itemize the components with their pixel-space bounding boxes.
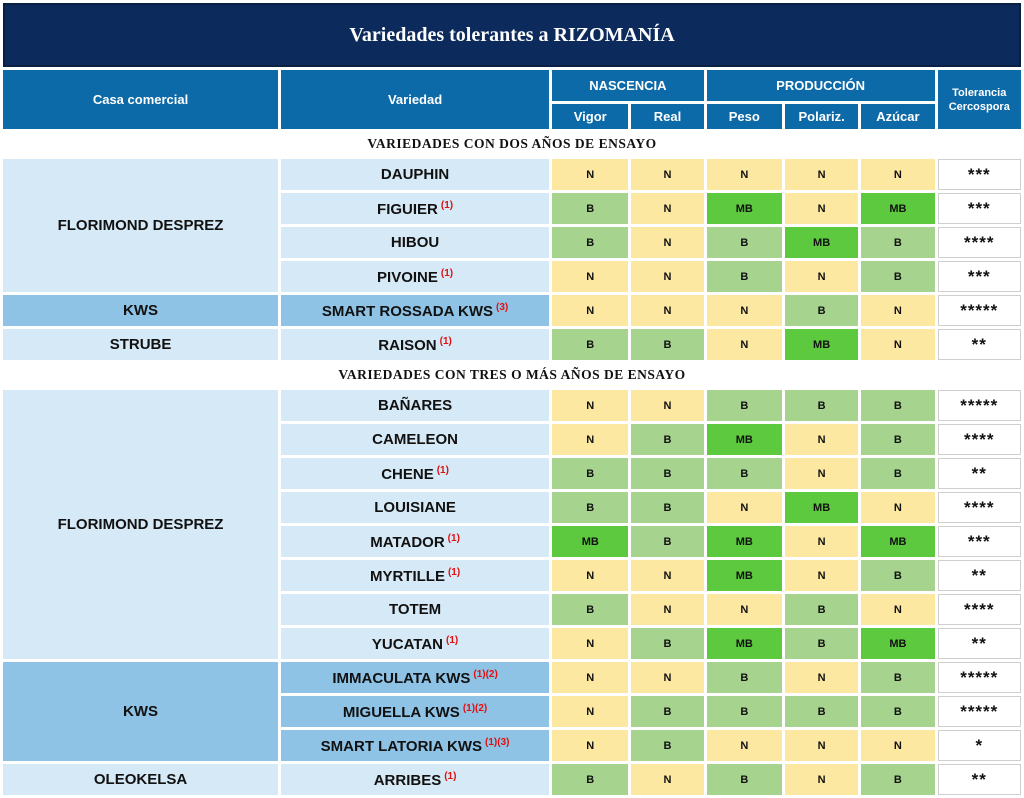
footnote-marker: (1) [440,267,454,279]
peso-rating-cell: B [707,458,782,489]
polariz-rating-cell: MB [785,492,858,523]
polariz-rating-cell: N [785,261,858,292]
company-cell: KWS [3,662,278,761]
vigor-rating-cell: B [552,329,628,360]
azucar-rating-cell: B [861,662,934,693]
vigor-rating-cell: B [552,458,628,489]
real-rating-cell: B [631,730,703,761]
table-title: Variedades tolerantes a RIZOMANÍA [3,3,1021,67]
peso-rating-cell: N [707,492,782,523]
vigor-rating-cell: N [552,662,628,693]
header-azucar: Azúcar [861,104,934,129]
azucar-rating-cell: N [861,295,934,326]
company-cell: KWS [3,295,278,326]
footnote-marker: (1) [447,532,460,544]
variety-cell [281,662,549,693]
azucar-rating-cell: B [861,424,934,455]
peso-rating-cell: MB [707,526,782,557]
variety-cell [281,390,549,421]
peso-rating-cell: N [707,159,782,190]
real-rating-cell: N [631,295,703,326]
peso-rating-cell: N [707,295,782,326]
cercospora-tolerance-cell: **** [938,492,1021,523]
vigor-rating-cell: B [552,492,628,523]
table-row [3,662,1021,693]
azucar-rating-cell: B [861,458,934,489]
real-rating-cell: B [631,424,703,455]
variety-cell [281,261,549,292]
cercospora-tolerance-cell: ** [938,628,1021,659]
footnote-marker: (1) [439,335,452,347]
section-title: VARIEDADES CON DOS AÑOS DE ENSAYO [3,132,1021,156]
azucar-rating-cell: B [861,560,934,591]
peso-rating-cell: B [707,227,782,258]
vigor-rating-cell: N [552,424,628,455]
section-title: VARIEDADES CON TRES O MÁS AÑOS DE ENSAYO [3,363,1021,387]
footnote-marker: (1) [436,464,449,476]
real-rating-cell: B [631,458,703,489]
azucar-rating-cell: B [861,227,934,258]
variety-name: TOTEM [388,601,442,618]
company-cell: OLEOKELSA [3,764,278,795]
azucar-rating-cell: N [861,492,934,523]
real-rating-cell: B [631,526,703,557]
variety-cell [281,628,549,659]
vigor-rating-cell: N [552,295,628,326]
cercospora-tolerance-cell: ***** [938,696,1021,727]
footnote-marker: (1)(2) [473,668,498,680]
cercospora-tolerance-cell: ** [938,764,1021,795]
variety-name: CAMELEON [372,431,458,448]
variety-cell [281,295,549,326]
real-rating-cell: B [631,696,703,727]
cercospora-tolerance-cell: ***** [938,390,1021,421]
polariz-rating-cell: N [785,662,858,693]
real-rating-cell: B [631,628,703,659]
footnote-marker: (1) [447,566,461,578]
vigor-rating-cell: N [552,560,628,591]
azucar-rating-cell: B [861,696,934,727]
header-variedad: Variedad [281,70,549,129]
cercospora-tolerance-cell: ** [938,458,1021,489]
vigor-rating-cell: B [552,594,628,625]
cercospora-tolerance-cell: *** [938,526,1021,557]
variety-name: FIGUIER [377,200,438,218]
peso-rating-cell: MB [707,628,782,659]
azucar-rating-cell: N [861,159,934,190]
footnote-marker: (1) [440,199,454,211]
variety-name: LOUISIANE [374,499,456,516]
table-row [3,295,1021,326]
header-peso: Peso [707,104,782,129]
variety-cell [281,764,549,795]
peso-rating-cell: MB [707,424,782,455]
vigor-rating-cell: B [552,193,628,224]
variety-cell [281,159,549,190]
cercospora-tolerance-cell: * [938,730,1021,761]
header-real: Real [631,104,703,129]
variety-cell [281,458,549,489]
cercospora-tolerance-cell: *** [938,261,1021,292]
footnote-marker: (1)(2) [462,702,488,714]
azucar-rating-cell: MB [861,628,934,659]
peso-rating-cell: MB [707,560,782,591]
cercospora-tolerance-cell: ** [938,560,1021,591]
vigor-rating-cell: N [552,261,628,292]
peso-rating-cell: B [707,390,782,421]
company-cell: STRUBE [3,329,278,360]
azucar-rating-cell: MB [861,526,934,557]
variety-name: HIBOU [390,234,440,251]
polariz-rating-cell: N [785,730,858,761]
polariz-rating-cell: N [785,193,858,224]
real-rating-cell: N [631,261,703,292]
peso-rating-cell: B [707,662,782,693]
peso-rating-cell: B [707,261,782,292]
header-produccion: PRODUCCIÓN [707,70,935,101]
variety-cell [281,329,549,360]
azucar-rating-cell: N [861,730,934,761]
table-row [3,390,1021,421]
variety-cell [281,227,549,258]
real-rating-cell: N [631,159,703,190]
peso-rating-cell: MB [707,193,782,224]
variety-name: BAÑARES [377,397,453,414]
real-rating-cell: B [631,329,703,360]
header-polariz: Polariz. [785,104,858,129]
variety-cell [281,696,549,727]
footnote-marker: (1)(3) [485,736,510,748]
vigor-rating-cell: N [552,696,628,727]
polariz-rating-cell: N [785,159,858,190]
footnote-marker: (1) [444,770,457,782]
real-rating-cell: N [631,560,703,591]
real-rating-cell: N [631,594,703,625]
variety-name: RAISON [378,336,437,354]
variety-name: MATADOR [370,533,445,551]
variety-name: PIVOINE [377,268,438,286]
header-nascencia: NASCENCIA [552,70,704,101]
variety-name: SMART LATORIA KWS [320,737,483,755]
polariz-rating-cell: B [785,295,858,326]
peso-rating-cell: N [707,594,782,625]
cercospora-tolerance-cell: *** [938,193,1021,224]
cercospora-tolerance-cell: ***** [938,662,1021,693]
vigor-rating-cell: B [552,764,628,795]
variety-name: SMART ROSSADA KWS [321,302,494,320]
real-rating-cell: B [631,492,703,523]
footnote-marker: (1) [446,634,459,646]
vigor-rating-cell: N [552,159,628,190]
polariz-rating-cell: MB [785,227,858,258]
variety-cell [281,492,549,523]
azucar-rating-cell: B [861,764,934,795]
polariz-rating-cell: B [785,696,858,727]
real-rating-cell: N [631,764,703,795]
variety-cell [281,594,549,625]
azucar-rating-cell: B [861,390,934,421]
header-tolerancia-cercospora: Tolerancia Cercospora [938,70,1021,129]
variety-cell [281,526,549,557]
cercospora-tolerance-cell: **** [938,424,1021,455]
azucar-rating-cell: MB [861,193,934,224]
cercospora-tolerance-cell: **** [938,594,1021,625]
vigor-rating-cell: B [552,227,628,258]
peso-rating-cell: B [707,696,782,727]
company-cell: FLORIMOND DESPREZ [3,390,278,659]
polariz-rating-cell: B [785,628,858,659]
variety-name: MYRTILLE [369,567,445,585]
peso-rating-cell: N [707,329,782,360]
cercospora-tolerance-cell: *** [938,159,1021,190]
variety-name: ARRIBES [373,771,442,789]
variety-name: YUCATAN [371,635,444,653]
table-row [3,329,1021,360]
variety-cell [281,193,549,224]
header-vigor: Vigor [552,104,628,129]
azucar-rating-cell: B [861,261,934,292]
variety-cell [281,730,549,761]
azucar-rating-cell: N [861,329,934,360]
table-row [3,159,1021,190]
variety-name: MIGUELLA KWS [342,703,460,721]
real-rating-cell: N [631,193,703,224]
peso-rating-cell: B [707,764,782,795]
variety-cell [281,560,549,591]
cercospora-tolerance-cell: ** [938,329,1021,360]
company-cell: FLORIMOND DESPREZ [3,159,278,292]
cercospora-tolerance-cell: ***** [938,295,1021,326]
vigor-rating-cell: MB [552,526,628,557]
polariz-rating-cell: N [785,560,858,591]
variety-name: IMMACULATA KWS [332,669,471,687]
variety-name: CHENE [381,465,434,483]
vigor-rating-cell: N [552,390,628,421]
real-rating-cell: N [631,227,703,258]
polariz-rating-cell: N [785,424,858,455]
polariz-rating-cell: B [785,594,858,625]
variety-cell [281,424,549,455]
real-rating-cell: N [631,390,703,421]
polariz-rating-cell: N [785,764,858,795]
header-casa-comercial: Casa comercial [3,70,278,129]
polariz-rating-cell: N [785,458,858,489]
azucar-rating-cell: N [861,594,934,625]
footnote-marker: (3) [496,301,509,313]
polariz-rating-cell: N [785,526,858,557]
real-rating-cell: N [631,662,703,693]
polariz-rating-cell: B [785,390,858,421]
polariz-rating-cell: MB [785,329,858,360]
vigor-rating-cell: N [552,628,628,659]
peso-rating-cell: N [707,730,782,761]
vigor-rating-cell: N [552,730,628,761]
variety-name: DAUPHIN [380,166,450,183]
cercospora-tolerance-cell: **** [938,227,1021,258]
table-row [3,764,1021,795]
